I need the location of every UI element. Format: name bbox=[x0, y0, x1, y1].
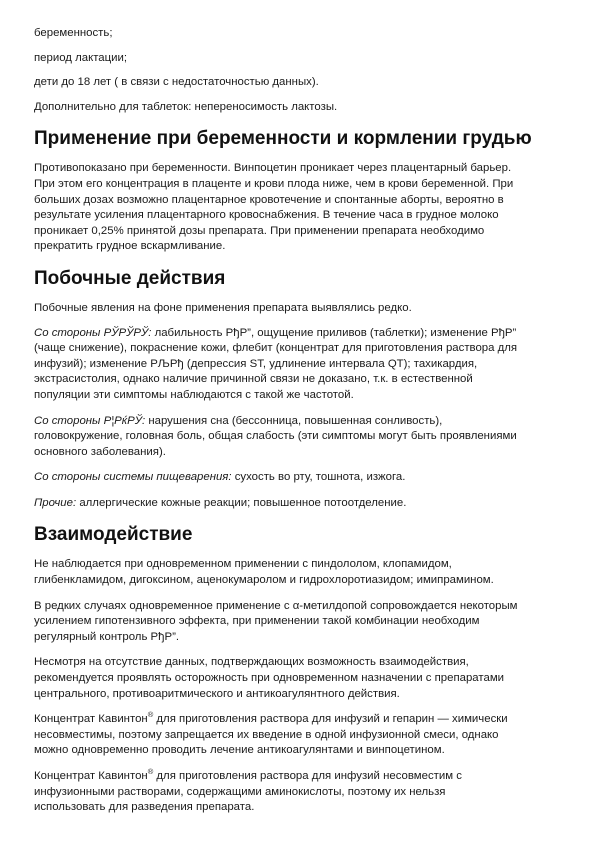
side-effect-text: сухость во рту, тошнота, изжога. bbox=[231, 471, 406, 484]
interaction-paragraph: Несмотря на отсутствие данных, подтверждающих возможность взаимодействия, рекомендуется проявлять осторожность при одновременном назначении с препаратами центрального, противоаритмического и антикоагулянтного действия. bbox=[34, 656, 505, 700]
side-effect-item bbox=[34, 414, 562, 461]
contraindication-line: беременность; bbox=[34, 27, 113, 39]
pregnancy-heading: Применение при беременности и кормлении грудью bbox=[34, 128, 532, 150]
contraindication-line: Дополнительно для таблеток: непереносимость лактозы. bbox=[34, 100, 338, 113]
side-effects-heading: Побочные действия bbox=[34, 267, 226, 289]
side-effect-item bbox=[34, 496, 562, 512]
side-effect-label: Со стороны РЎРЎРЎ: bbox=[34, 326, 152, 339]
paragraph-text: для приготовления раствора для инфузий несовместим с инфузионными растворами, содержащими аминокислоты, поэтому их нельзя использовать для разведения препарата. bbox=[34, 770, 462, 814]
paragraph-text: Концентрат Кавинтон bbox=[34, 770, 148, 782]
interaction-heading: Взаимодействие bbox=[34, 524, 193, 546]
pregnancy-paragraph: Противопоказано при беременности. Винпоцетин проникает через плацентарный барьер. При этом его концентрация в плаценте и крови плода ниже, чем в крови беременной. При больших дозах возможно плацентарное кровотечение и спонтанные аборты, вероятно в результате усиления плацентарного кровоснабжения. В течение часа в грудное молоко проникает 0,25% принятой дозы препарата. При применении препарата необходимо прекратить грудное вскармливание. bbox=[34, 162, 514, 253]
side-effect-label: Со стороны Р¦РќРЎ: bbox=[34, 414, 146, 427]
registered-mark: ® bbox=[147, 767, 154, 777]
paragraph-text: Концентрат Кавинтон bbox=[34, 713, 148, 726]
side-effect-item bbox=[34, 326, 562, 404]
side-effect-text: аллергические кожные реакции; повышенное потоотделение. bbox=[76, 496, 407, 509]
registered-mark: ® bbox=[147, 710, 154, 720]
side-effect-label: Прочие: bbox=[34, 496, 77, 509]
side-effect-text: лабильность РђР”, ощущение приливов (таблетки); изменение РђР” (чаще снижение), покраснение кожи, флебит (концентрат для приготовления раствора для инфузий); изменение РЉРђ (депрессия ST, удлинение интервала QT); тахикардия, экстрасистолия, однако наличие причинной связи не доказано, т.к. в естественной популяции эти симптомы наблюдаются с такой же частотой. bbox=[34, 326, 518, 401]
document-page bbox=[34, 26, 562, 816]
side-effect-label: Со стороны системы пищеварения: bbox=[34, 471, 232, 484]
paragraph-text: для приготовления раствора для инфузий и гепарин — химически несовместимы, поэтому запрещается их введение в одной инфузионной смеси, однако можно одновременно проводить лечение антикоагулянтами и винпоцетином. bbox=[34, 713, 508, 757]
side-effect-text: нарушения сна (бессонница, повышенная сонливость), головокружение, головная боль, общая слабость (эти симптомы могут быть проявлениями основного заболевания). bbox=[34, 414, 517, 458]
side-effects-intro: Побочные явления на фоне применения препарата выявлялись редко. bbox=[34, 301, 412, 314]
interaction-paragraph bbox=[34, 769, 562, 816]
side-effect-item bbox=[34, 470, 562, 486]
contraindication-line: период лактации; bbox=[34, 51, 128, 64]
interaction-paragraph: Не наблюдается при одновременном применении с пиндололом, клопамидом, глибенкламидом, дигоксином, аценокумаролом и гидрохлоротиазидом; имипрамином. bbox=[34, 558, 494, 587]
interaction-paragraph: В редких случаях одновременное применение с α-метилдопой сопровождается некоторым усилением гипотензивного эффекта, при применении такой комбинации необходим регулярный контроль РђР”. bbox=[34, 599, 518, 643]
contraindication-line: дети до 18 лет ( в связи с недостаточностью данных). bbox=[34, 76, 319, 89]
interaction-paragraph bbox=[34, 712, 562, 759]
